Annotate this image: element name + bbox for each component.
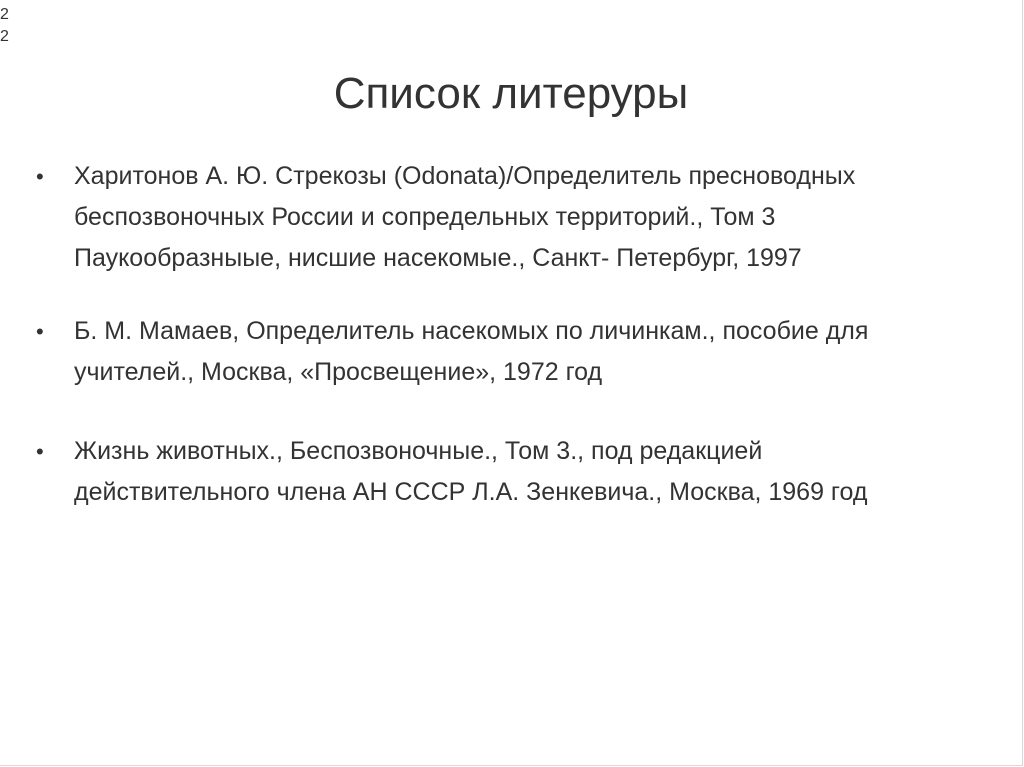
bibliography-item [36,431,916,513]
bullet-icon: • [36,319,44,344]
bibliography-entry-text: Харитонов А. Ю. Стрекозы (Odonata)/Определитель пресноводных беспозвоночных России и сопредельных территорий., Том 3 Паукообразныые, нисшие насекомые., Санкт- Петербург, 1997 [74,162,856,272]
bullet-icon: • [36,439,44,464]
bibliography-entry-text: Б. М. Мамаев, Определитель насекомых по личинкам., пособие для учителей., Москва, «Просвещение», 1972 год [74,317,869,386]
slide-number-digit: 2 [0,28,9,45]
slide-number [0,4,14,48]
bullet-icon: • [36,164,44,189]
bibliography-item [36,311,916,393]
bibliography-entry-text: Жизнь животных., Беспозвоночные., Том 3., под редакцией действительного члена АН СССР Л.А. Зенкевича., Москва, 1969 год [74,437,868,506]
bibliography-item [36,156,916,279]
slide-number-digit: 2 [0,6,9,23]
bibliography-list [36,156,916,545]
slide-title: Список литеруры [333,69,689,118]
